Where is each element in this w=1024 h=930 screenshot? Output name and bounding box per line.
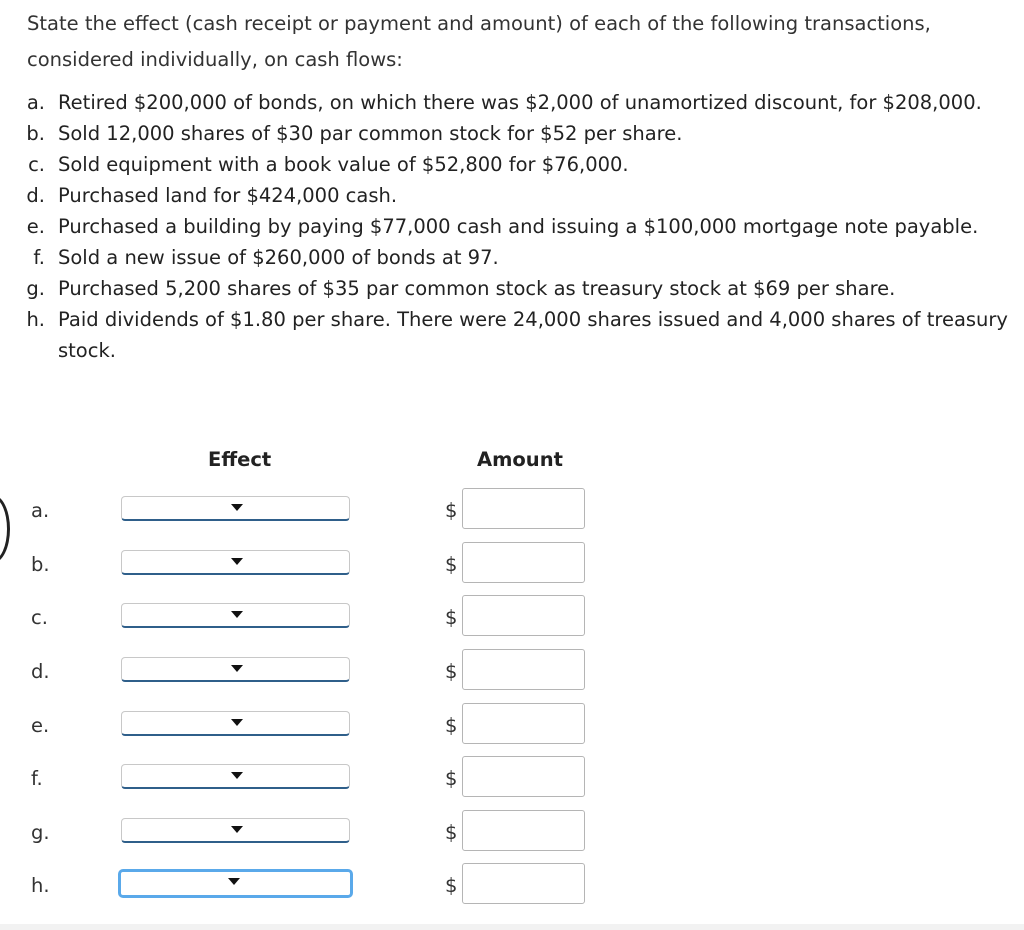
transaction-text: Purchased land for $424,000 cash.	[58, 184, 398, 207]
effect-dropdown-f[interactable]	[121, 764, 350, 789]
effect-dropdown-a[interactable]	[121, 496, 350, 521]
transaction-item	[0, 87, 1010, 118]
transaction-text: Sold equipment with a book value of $52,800 for $76,000.	[58, 153, 629, 176]
caret-down-icon	[231, 504, 243, 511]
row-label: c.	[31, 606, 48, 629]
effect-dropdown-h[interactable]	[118, 869, 353, 898]
transaction-letter: h.	[26, 308, 45, 331]
transaction-letter: e.	[26, 215, 45, 238]
transaction-letter: b.	[26, 122, 45, 145]
effect-dropdown-b[interactable]	[121, 550, 350, 575]
effect-column-header: Effect	[208, 448, 272, 471]
caret-down-icon	[231, 826, 243, 833]
amount-column-header: Amount	[477, 448, 563, 471]
transaction-item	[0, 211, 1010, 242]
currency-symbol: $	[445, 660, 458, 683]
transaction-list	[0, 87, 1010, 366]
currency-symbol: $	[445, 767, 458, 790]
row-label: a.	[31, 499, 50, 522]
transaction-item	[0, 118, 1010, 149]
question-intro: State the effect (cash receipt or payment and amount) of each of the following transactions, considered individually, on cash flows:	[27, 12, 931, 71]
row-label: f.	[31, 767, 43, 790]
transaction-letter: g.	[26, 277, 45, 300]
amount-input-d[interactable]	[462, 649, 585, 690]
transaction-text: Purchased a building by paying $77,000 cash and issuing a $100,000 mortgage note payable.	[58, 215, 979, 238]
transaction-letter: f.	[33, 246, 45, 269]
answer-row-d	[0, 649, 1024, 699]
amount-input-c[interactable]	[462, 595, 585, 636]
transaction-text: Purchased 5,200 shares of $35 par common stock as treasury stock at $69 per share.	[58, 277, 896, 300]
amount-input-b[interactable]	[462, 542, 585, 583]
effect-dropdown-g[interactable]	[121, 818, 350, 843]
caret-down-icon	[231, 772, 243, 779]
currency-symbol: $	[445, 606, 458, 629]
transaction-letter: c.	[28, 153, 45, 176]
amount-input-g[interactable]	[462, 810, 585, 851]
answer-row-g	[0, 810, 1024, 860]
currency-symbol: $	[445, 714, 458, 737]
effect-dropdown-c[interactable]	[121, 603, 350, 628]
transaction-text: Retired $200,000 of bonds, on which there was $2,000 of unamortized discount, for $208,000.	[58, 91, 982, 114]
caret-down-icon	[231, 665, 243, 672]
currency-symbol: $	[445, 499, 458, 522]
transaction-item	[0, 304, 1010, 366]
currency-symbol: $	[445, 821, 458, 844]
row-label: e.	[31, 714, 50, 737]
transaction-text: Sold 12,000 shares of $30 par common stock for $52 per share.	[58, 122, 683, 145]
answer-row-a	[0, 488, 1024, 538]
currency-symbol: $	[445, 553, 458, 576]
answer-row-c	[0, 595, 1024, 645]
caret-down-icon	[228, 878, 240, 885]
transaction-text: Paid dividends of $1.80 per share. There were 24,000 shares issued and 4,000 shares of treasury stock.	[58, 308, 1008, 362]
caret-down-icon	[231, 611, 243, 618]
row-label: g.	[31, 821, 50, 844]
transaction-item	[0, 149, 1010, 180]
amount-input-e[interactable]	[462, 703, 585, 744]
bottom-divider	[0, 924, 1024, 930]
transaction-letter: a.	[26, 91, 45, 114]
row-label: h.	[31, 874, 50, 897]
answer-row-h	[0, 863, 1024, 913]
effect-dropdown-d[interactable]	[121, 657, 350, 682]
caret-down-icon	[231, 558, 243, 565]
row-label: d.	[31, 660, 50, 683]
amount-input-f[interactable]	[462, 756, 585, 797]
transaction-letter: d.	[26, 184, 45, 207]
transaction-item	[0, 273, 1010, 304]
answer-row-b	[0, 542, 1024, 592]
answer-row-e	[0, 703, 1024, 753]
row-label: b.	[31, 553, 50, 576]
transaction-item	[0, 180, 1010, 211]
answer-row-f	[0, 756, 1024, 806]
caret-down-icon	[231, 719, 243, 726]
transaction-text: Sold a new issue of $260,000 of bonds at 97.	[58, 246, 499, 269]
amount-input-h[interactable]	[462, 863, 585, 904]
effect-dropdown-e[interactable]	[121, 711, 350, 736]
amount-input-a[interactable]	[462, 488, 585, 529]
transaction-item	[0, 242, 1010, 273]
currency-symbol: $	[445, 874, 458, 897]
